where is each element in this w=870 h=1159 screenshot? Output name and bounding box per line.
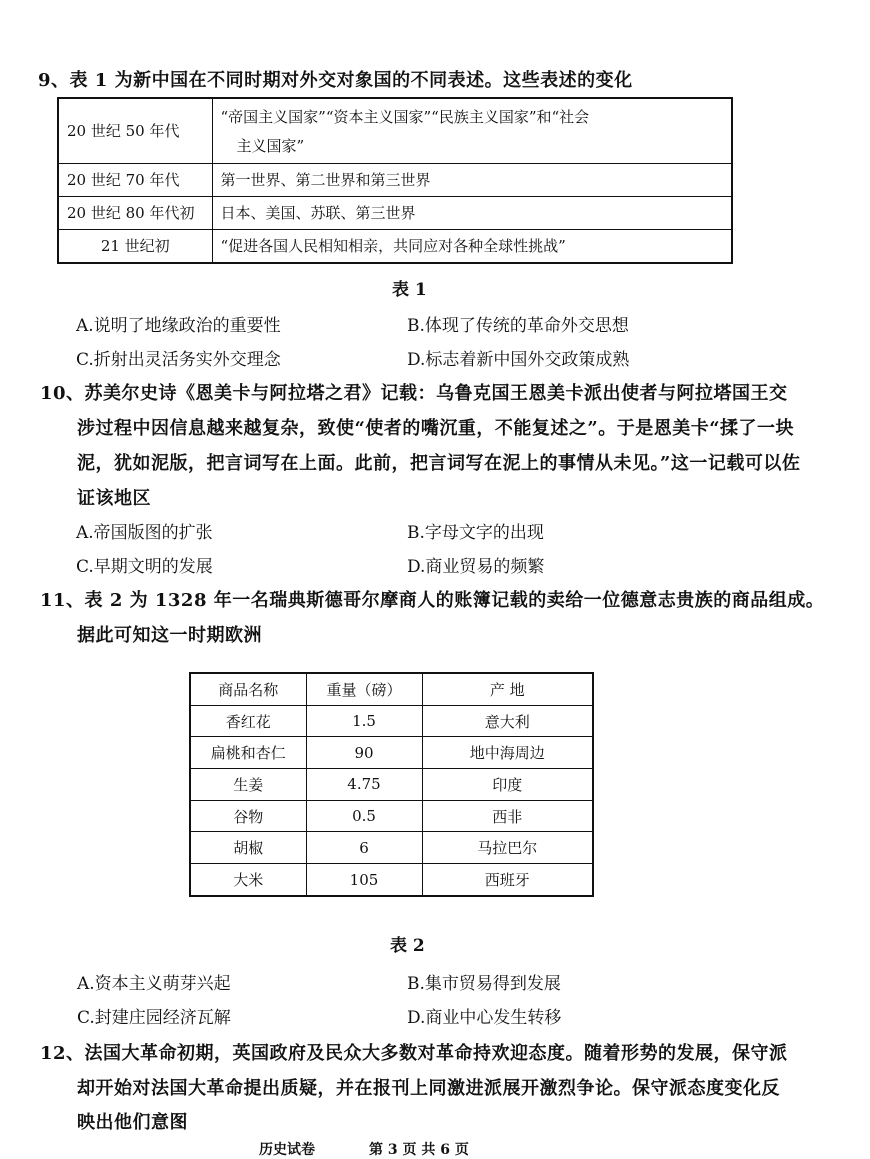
table-header-weight: 重量（磅） xyxy=(306,673,422,705)
footer-page-number: 第 3 页 共 6 页 xyxy=(369,1142,469,1158)
table-row xyxy=(58,98,732,163)
table-cell-weight: 105 xyxy=(306,864,422,896)
q9-option-b[interactable]: B.体现了传统的革命外交思想 xyxy=(407,316,629,336)
table-cell-origin: 意大利 xyxy=(422,705,593,737)
footer-subject: 历史试卷 xyxy=(259,1142,315,1158)
table-cell-weight: 90 xyxy=(306,737,422,769)
table-cell-line: 主义国家” xyxy=(236,136,305,155)
table-row xyxy=(190,769,593,801)
q12-stem-line: 映出他们意图 xyxy=(77,1112,188,1133)
q10-stem-line: 10、苏美尔史诗《恩美卡与阿拉塔之君》记载：乌鲁克国王恩美卡派出使者与阿拉塔国王交 xyxy=(40,383,788,404)
table-2-caption: 表 2 xyxy=(390,936,425,956)
table-cell-description: 第一世界、第二世界和第三世界 xyxy=(212,163,732,196)
table-cell-weight: 6 xyxy=(306,832,422,864)
table-cell-product: 胡椒 xyxy=(190,832,306,864)
table-cell-weight: 4.75 xyxy=(306,769,422,801)
table-1-caption: 表 1 xyxy=(392,280,427,300)
q11-option-d[interactable]: D.商业中心发生转移 xyxy=(407,1008,562,1028)
table-row xyxy=(190,864,593,896)
table-cell-description: “促进各国人民相知相亲，共同应对各种全球性挑战” xyxy=(212,229,732,263)
table-row xyxy=(58,196,732,229)
table-cell-product: 扁桃和杏仁 xyxy=(190,737,306,769)
table-cell-origin: 地中海周边 xyxy=(422,737,593,769)
table-cell-line: “帝国主义国家”“资本主义国家”“民族主义国家”和“社会 xyxy=(220,107,590,126)
table-cell-origin: 马拉巴尔 xyxy=(422,832,593,864)
table-cell-description xyxy=(212,98,732,163)
table-row xyxy=(58,229,732,263)
q12-stem-line: 却开始对法国大革命提出质疑，并在报刊上同激进派展开激烈争论。保守派态度变化反 xyxy=(77,1078,780,1099)
q9-option-d[interactable]: D.标志着新中国外交政策成熟 xyxy=(407,350,630,370)
table-cell-period: 20 世纪 50 年代 xyxy=(58,98,212,163)
table-header-row xyxy=(190,673,593,705)
q11-stem-line: 11、表 2 为 1328 年一名瑞典斯德哥尔摩商人的账簿记载的卖给一位德意志贵族的商品组成。 xyxy=(40,590,825,611)
q11-option-b[interactable]: B.集市贸易得到发展 xyxy=(407,974,561,994)
q11-option-a[interactable]: A.资本主义萌芽兴起 xyxy=(77,974,231,994)
table-cell-product: 香红花 xyxy=(190,705,306,737)
table-2 xyxy=(189,672,594,897)
q10-option-b[interactable]: B.字母文字的出现 xyxy=(407,523,544,543)
table-header-product: 商品名称 xyxy=(190,673,306,705)
table-row xyxy=(190,800,593,832)
table-cell-weight: 0.5 xyxy=(306,800,422,832)
q11-stem-line: 据此可知这一时期欧洲 xyxy=(77,625,262,646)
q10-option-a[interactable]: A.帝国版图的扩张 xyxy=(76,523,213,543)
table-cell-product: 谷物 xyxy=(190,800,306,832)
q12-stem-line: 12、法国大革命初期，英国政府及民众大多数对革命持欢迎态度。随着形势的发展，保守派 xyxy=(40,1043,788,1064)
table-cell-period: 20 世纪 70 年代 xyxy=(58,163,212,196)
q9-stem: 9、表 1 为新中国在不同时期对外交对象国的不同表述。这些表述的变化 xyxy=(38,70,633,91)
q10-stem-line: 涉过程中因信息越来越复杂，致使“使者的嘴沉重，不能复述之”。于是恩美卡“揉了一块 xyxy=(77,418,795,439)
table-cell-period: 21 世纪初 xyxy=(58,229,212,263)
table-cell-origin: 印度 xyxy=(422,769,593,801)
q10-option-d[interactable]: D.商业贸易的频繁 xyxy=(407,557,545,577)
q9-option-c[interactable]: C.折射出灵活务实外交理念 xyxy=(76,350,281,370)
table-cell-description: 日本、美国、苏联、第三世界 xyxy=(212,196,732,229)
table-header-origin: 产 地 xyxy=(422,673,593,705)
table-cell-origin: 西非 xyxy=(422,800,593,832)
table-row xyxy=(190,832,593,864)
table-1 xyxy=(57,97,733,264)
q9-option-a[interactable]: A.说明了地缘政治的重要性 xyxy=(76,316,281,336)
table-row xyxy=(190,737,593,769)
table-cell-product: 大米 xyxy=(190,864,306,896)
table-cell-period: 20 世纪 80 年代初 xyxy=(58,196,212,229)
q10-option-c[interactable]: C.早期文明的发展 xyxy=(76,557,213,577)
q11-option-c[interactable]: C.封建庄园经济瓦解 xyxy=(77,1008,231,1028)
table-cell-product: 生姜 xyxy=(190,769,306,801)
table-cell-origin: 西班牙 xyxy=(422,864,593,896)
q10-stem-line: 证该地区 xyxy=(77,488,151,509)
table-row xyxy=(190,705,593,737)
q10-stem-line: 泥，犹如泥版，把言词写在上面。此前，把言词写在泥上的事情从未见。”这一记载可以佐 xyxy=(77,453,801,474)
table-cell-weight: 1.5 xyxy=(306,705,422,737)
table-row xyxy=(58,163,732,196)
